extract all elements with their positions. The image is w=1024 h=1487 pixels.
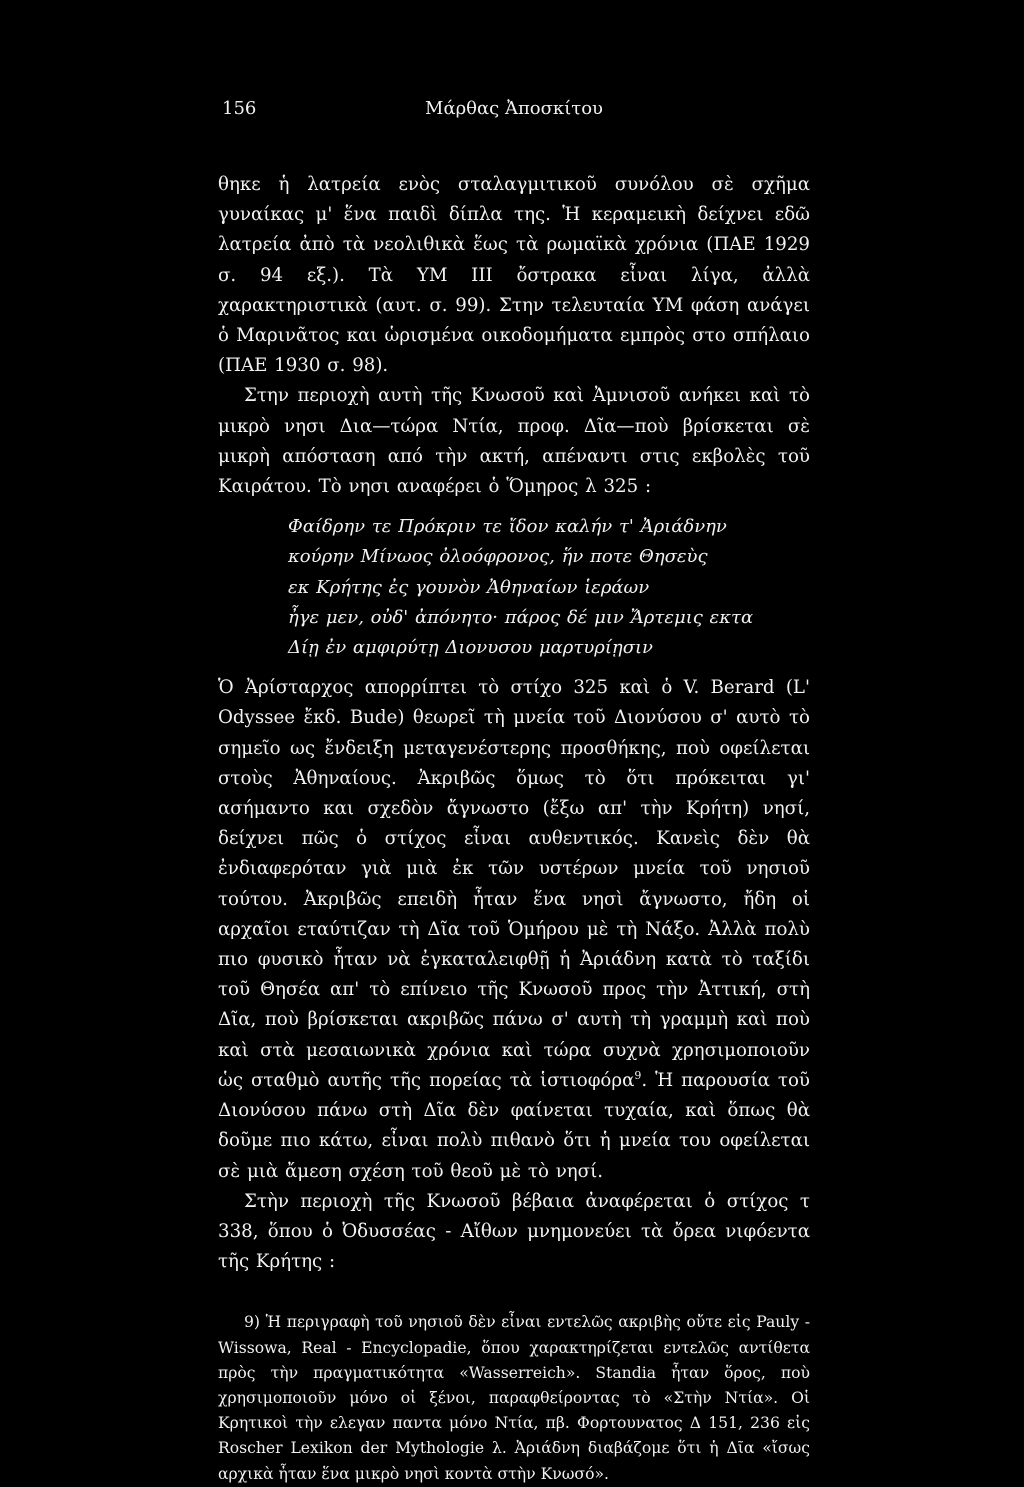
running-title: Μάρθας Ἀποσκίτου <box>425 98 603 119</box>
homer-verse-quote <box>288 512 810 663</box>
main-text <box>218 170 810 1277</box>
paragraph-2: Στην περιοχὴ αυτὴ τῆς Κνωσοῦ καὶ Ἀμνισοῦ ανήκει καὶ τὸ μικρὸ νησι Δια—τώρα Ντία, προφ. Δῖα—ποὺ βρίσκεται σὲ μικρὴ απόσταση από τὴν ακτή, απέναντι στις εκβολὲς τοῦ Καιράτου. Τὸ νησι αναφέρει ὁ Ὅμηρος λ 325 : <box>218 385 810 498</box>
paragraph-4: Στὴν περιοχὴ τῆς Κνωσοῦ βέβαια ἀναφέρεται ὁ στίχος τ 338, ὅπου ὁ Ὀδυσσέας - Αἴθων μνημονεύει τὰ ὄρεα νιφόεντα τῆς Κρήτης : <box>218 1190 810 1273</box>
footnotes <box>218 1310 810 1486</box>
footnote-text: Ἡ περιγραφὴ τοῦ νησιοῦ δὲν εἶναι εντελῶς ακριβὴς οὔτε εἰς Pauly - Wissowa, Real - Encyclopadie, ὅπου χαρακτηρίζεται εντελῶς αντίθετα πρὸς τὴν πραγματικότητα «Wasserreich». Standia ἦταν ὅρος, ποὺ χρησιμοποιοῦν μόνο οἱ ξένοι, παραφθείροντας τὸ «Στὴν Ντία». Οἱ Κρητικοὶ τὴν ελεγαν παντα μόνο Ντία, πβ. Φορτουνατος Δ 151, 236 εἰς Roscher Lexikon der Mythologie λ. Ἀριάδνη διαβάζομε ὅτι ἡ Δῖα «ἴσως αρχικὰ ἦταν ἕνα μικρὸ νησὶ κοντὰ στὴν Κνωσό». <box>218 1313 810 1483</box>
page-number: 156 <box>222 98 257 119</box>
verse-line: ἦγε μεν, οὐδ' ἀπόνητο· πάρος δέ μιν Ἄρτεμις εκτα <box>288 606 754 628</box>
verse-line: κούρην Μίνωος ὀλοόφρονος, ἥν ποτε Θησεὺς <box>288 546 708 568</box>
footnote-reference[interactable]: 9 <box>634 1068 642 1082</box>
verse-line: εκ Κρήτης ἐς γουνὸν Ἀθηναίων ἱεράων <box>288 576 650 598</box>
verse-line: Δίῃ ἐν αμφιρύτῃ Διονυσου μαρτυρίῃσιν <box>288 637 654 659</box>
book-page <box>218 98 810 1487</box>
paragraph-3 <box>218 673 810 1186</box>
footnote-9 <box>218 1310 810 1486</box>
paragraph-3-text-end: . Ἡ παρουσία τοῦ Διονύσου πάνω στὴ Δῖα δὲν φαίνεται τυχαία, καὶ ὅπως θὰ δοῦμε πιο κάτω, εἶναι πολὺ πιθανὸ ὅτι ἡ μνεία του οφείλεται σὲ μιὰ ἄμεση σχέση τοῦ θεοῦ μὲ τὸ νησί. <box>218 1069 810 1182</box>
paragraph-3-text: Ὁ Ἀρίσταρχος απορρίπτει τὸ στίχο 325 καὶ ὁ V. Berard (L' Odyssee ἔκδ. Bude) θεωρεῖ τὴ μνεία τοῦ Διονύσου σ' αυτὸ τὸ σημεῖο ως ἔνδειξη μεταγενέστερης προσθήκης, ποὺ οφείλεται στοὺς Ἀθηναίους. Ἀκριβῶς ὅμως τὸ ὅτι πρόκειται γι' ασήμαντο και σχεδὸν ἄγνωστο (ἔξω απ' τὴν Κρήτη) νησί, δείχνει πῶς ὁ στίχος εἶναι αυθεντικός. Κανεὶς δὲν θὰ ἐνδιαφερόταν γιὰ μιὰ ἐκ τῶν υστέρων μνεία τοῦ νησιοῦ τούτου. Ἀκριβῶς επειδὴ ἦταν ἕνα νησὶ ἄγνωστο, ἤδη οἱ αρχαῖοι εταύτιζαν τὴ Δῖα τοῦ Ὁμήρου μὲ τὴ Νάξο. Ἀλλὰ πολὺ πιο φυσικὸ ἦταν νὰ ἐγκαταλειφθῇ ἡ Ἀριάδνη κατὰ τὸ ταξίδι τοῦ Θησέα απ' τὸ επίνειο τῆς Κνωσοῦ προς τὴν Ἀττική, στὴ Δῖα, ποὺ βρίσκεται ακριβῶς πάνω σ' αυτὴ τὴ γραμμὴ καὶ ποὺ καὶ στὰ μεσαιωνικὰ χρόνια καὶ τώρα συχνὰ χρησιμοποιοῦν ὡς σταθμὸ αυτῆς τῆς πορείας τὰ ἱστιοφόρα <box>218 677 810 1091</box>
verse-line: Φαίδρην τε Πρόκριν τε ἴδον καλήν τ' Ἀριάδνην <box>288 516 727 538</box>
page-header <box>218 98 810 128</box>
footnote-mark: 9) <box>244 1313 261 1332</box>
paragraph-1: θηκε ἡ λατρεία ενὸς σταλαγμιτικοῦ συνόλου σὲ σχῆμα γυναίκας μ' ἕνα παιδὶ δίπλα της. Ἡ κεραμεικὴ δείχνει εδῶ λατρεία ἀπὸ τὰ νεολιθικὰ ἕως τὰ ρωμαϊκὰ χρόνια (ΠΑΕ 1929 σ. 94 εξ.). Τὰ ΥΜ ΙΙΙ ὄστρακα εἶναι λίγα, ἀλλὰ χαρακτηριστικὰ (αυτ. σ. 99). Στην τελευταία ΥΜ φάση ανάγει ὁ Μαρινᾶτος και ὡρισμένα οικοδομήματα εμπρὸς στο σπήλαιο (ΠΑΕ 1930 σ. 98). <box>218 174 810 377</box>
